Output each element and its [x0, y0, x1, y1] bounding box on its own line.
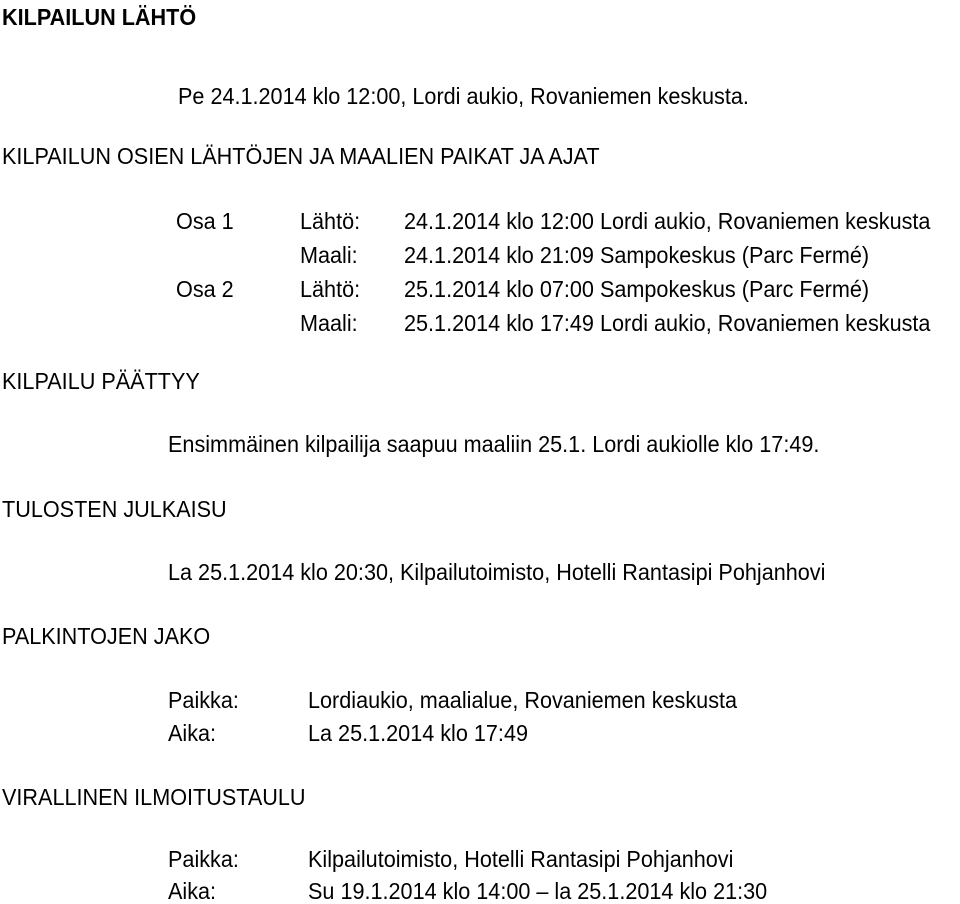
- stage-type-label: Lähtö:: [300, 276, 361, 302]
- prizes-time-value: La 25.1.2014 klo 17:49: [308, 720, 529, 746]
- race-start-text: Pe 24.1.2014 klo 12:00, Lordi aukio, Rovaniemen keskusta.: [178, 83, 749, 109]
- heading-stages: KILPAILUN OSIEN LÄHTÖJEN JA MAALIEN PAIKAT JA AJAT: [2, 143, 600, 169]
- prizes-time-label: Aika:: [168, 720, 217, 746]
- stage-type-label: Maali:: [300, 310, 358, 336]
- board-place-value: Kilpailutoimisto, Hotelli Rantasipi Pohjanhovi: [308, 846, 734, 872]
- prizes-place-value: Lordiaukio, maalialue, Rovaniemen keskusta: [308, 687, 738, 713]
- heading-notice-board: VIRALLINEN ILMOITUSTAULU: [2, 784, 306, 810]
- stage-value: 24.1.2014 klo 21:09 Sampokeskus (Parc Fermé): [404, 242, 870, 268]
- stage-label: Osa 2: [176, 276, 234, 302]
- stage-label: Osa 1: [176, 208, 234, 234]
- race-end-text: Ensimmäinen kilpailija saapuu maaliin 25.1. Lordi aukiolle klo 17:49.: [168, 431, 820, 457]
- stage-value: 25.1.2014 klo 07:00 Sampokeskus (Parc Fermé): [404, 276, 870, 302]
- prizes-place-label: Paikka:: [168, 687, 239, 713]
- heading-results: TULOSTEN JULKAISU: [2, 496, 227, 522]
- board-place-label: Paikka:: [168, 846, 239, 872]
- heading-prizes: PALKINTOJEN JAKO: [2, 623, 211, 649]
- stage-type-label: Lähtö:: [300, 208, 361, 234]
- stage-value: 24.1.2014 klo 12:00 Lordi aukio, Rovaniemen keskusta: [404, 208, 931, 234]
- board-time-label: Aika:: [168, 878, 217, 904]
- stage-type-label: Maali:: [300, 242, 358, 268]
- heading-race-end: KILPAILU PÄÄTTYY: [2, 368, 200, 394]
- board-time-value: Su 19.1.2014 klo 14:00 – la 25.1.2014 klo 21:30: [308, 878, 768, 904]
- results-text: La 25.1.2014 klo 20:30, Kilpailutoimisto, Hotelli Rantasipi Pohjanhovi: [168, 559, 826, 585]
- heading-race-start: KILPAILUN LÄHTÖ: [2, 4, 197, 30]
- stage-value: 25.1.2014 klo 17:49 Lordi aukio, Rovaniemen keskusta: [404, 310, 931, 336]
